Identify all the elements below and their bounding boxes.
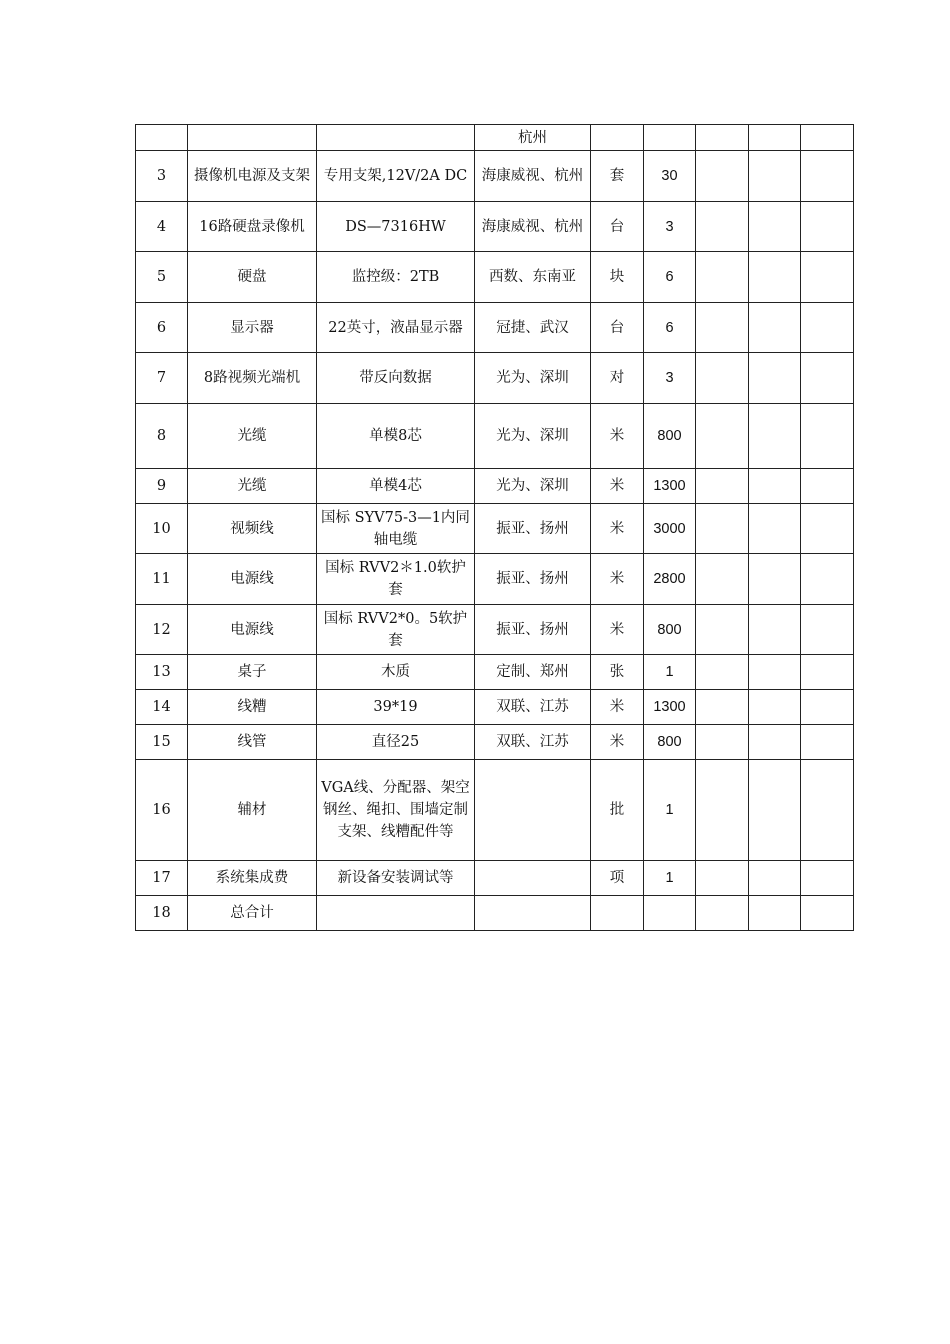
item-name-cell: 光缆 — [188, 469, 317, 504]
item-spec-cell — [317, 896, 475, 931]
empty-cell — [696, 760, 749, 861]
row-number-cell: 6 — [136, 303, 188, 353]
item-spec-cell: 22英寸，液晶显示器 — [317, 303, 475, 353]
item-quantity-cell: 1 — [644, 760, 696, 861]
item-quantity-cell: 3 — [644, 353, 696, 404]
table-row — [136, 690, 854, 725]
item-brand-cell: 振亚、扬州 — [475, 605, 591, 655]
item-spec-cell: 单模4芯 — [317, 469, 475, 504]
empty-cell — [801, 303, 854, 353]
item-spec-cell: VGA线、分配器、架空钢丝、绳扣、围墙定制支架、线糟配件等 — [317, 760, 475, 861]
empty-cell — [696, 861, 749, 896]
table-row — [136, 554, 854, 605]
row-number-cell: 11 — [136, 554, 188, 605]
empty-cell — [749, 690, 801, 725]
empty-cell — [749, 252, 801, 303]
item-brand-cell: 海康威视、杭州 — [475, 202, 591, 252]
row-number-cell: 17 — [136, 861, 188, 896]
table-row — [136, 861, 854, 896]
empty-cell — [696, 725, 749, 760]
item-quantity-cell: 1 — [644, 655, 696, 690]
item-unit-cell — [591, 125, 644, 151]
table-row — [136, 760, 854, 861]
item-quantity-cell: 3000 — [644, 504, 696, 554]
item-quantity-cell: 1 — [644, 861, 696, 896]
table-row — [136, 252, 854, 303]
empty-cell — [801, 861, 854, 896]
empty-cell — [749, 896, 801, 931]
empty-cell — [749, 760, 801, 861]
item-brand-cell: 杭州 — [475, 125, 591, 151]
item-unit-cell: 米 — [591, 725, 644, 760]
empty-cell — [749, 353, 801, 404]
item-brand-cell: 光为、深圳 — [475, 353, 591, 404]
item-quantity-cell: 800 — [644, 605, 696, 655]
empty-cell — [801, 605, 854, 655]
row-number-cell: 10 — [136, 504, 188, 554]
empty-cell — [749, 125, 801, 151]
item-name-cell — [188, 125, 317, 151]
item-brand-cell: 双联、江苏 — [475, 690, 591, 725]
empty-cell — [801, 896, 854, 931]
empty-cell — [801, 353, 854, 404]
row-number-cell: 9 — [136, 469, 188, 504]
item-unit-cell: 批 — [591, 760, 644, 861]
item-unit-cell: 米 — [591, 690, 644, 725]
item-unit-cell: 米 — [591, 504, 644, 554]
item-quantity-cell: 3 — [644, 202, 696, 252]
item-brand-cell: 海康威视、杭州 — [475, 151, 591, 202]
item-name-cell: 电源线 — [188, 554, 317, 605]
table-row — [136, 655, 854, 690]
table-body — [136, 125, 854, 931]
item-unit-cell: 米 — [591, 554, 644, 605]
item-spec-cell: 单模8芯 — [317, 404, 475, 469]
row-number-cell: 13 — [136, 655, 188, 690]
item-unit-cell: 对 — [591, 353, 644, 404]
item-name-cell: 光缆 — [188, 404, 317, 469]
row-number-cell: 7 — [136, 353, 188, 404]
table-row — [136, 725, 854, 760]
item-spec-cell: 国标 RVV2*0。5软护套 — [317, 605, 475, 655]
item-quantity-cell: 1300 — [644, 469, 696, 504]
item-unit-cell: 项 — [591, 861, 644, 896]
item-unit-cell: 台 — [591, 202, 644, 252]
empty-cell — [801, 725, 854, 760]
empty-cell — [696, 404, 749, 469]
item-quantity-cell: 2800 — [644, 554, 696, 605]
row-number-cell: 15 — [136, 725, 188, 760]
empty-cell — [696, 151, 749, 202]
item-spec-cell — [317, 125, 475, 151]
item-name-cell: 线管 — [188, 725, 317, 760]
equipment-table — [135, 124, 854, 931]
empty-cell — [801, 469, 854, 504]
item-name-cell: 显示器 — [188, 303, 317, 353]
row-number-cell: 3 — [136, 151, 188, 202]
empty-cell — [696, 125, 749, 151]
row-number-cell — [136, 125, 188, 151]
item-quantity-cell: 30 — [644, 151, 696, 202]
empty-cell — [749, 469, 801, 504]
item-brand-cell: 西数、东南亚 — [475, 252, 591, 303]
empty-cell — [801, 554, 854, 605]
item-spec-cell: 国标 RVV2＊1.0软护套 — [317, 554, 475, 605]
empty-cell — [749, 861, 801, 896]
item-quantity-cell: 1300 — [644, 690, 696, 725]
empty-cell — [696, 469, 749, 504]
item-spec-cell: 带反向数据 — [317, 353, 475, 404]
empty-cell — [696, 353, 749, 404]
empty-cell — [696, 690, 749, 725]
item-spec-cell: 木质 — [317, 655, 475, 690]
empty-cell — [696, 655, 749, 690]
item-unit-cell: 米 — [591, 605, 644, 655]
empty-cell — [749, 151, 801, 202]
empty-cell — [696, 554, 749, 605]
item-unit-cell: 块 — [591, 252, 644, 303]
item-name-cell: 线糟 — [188, 690, 317, 725]
item-quantity-cell: 6 — [644, 303, 696, 353]
item-brand-cell — [475, 861, 591, 896]
item-brand-cell — [475, 760, 591, 861]
empty-cell — [749, 303, 801, 353]
item-spec-cell: DS—7316HW — [317, 202, 475, 252]
item-spec-cell: 监控级：2TB — [317, 252, 475, 303]
table-row — [136, 125, 854, 151]
item-name-cell: 8路视频光端机 — [188, 353, 317, 404]
item-unit-cell: 台 — [591, 303, 644, 353]
empty-cell — [801, 151, 854, 202]
empty-cell — [749, 725, 801, 760]
item-brand-cell — [475, 896, 591, 931]
row-number-cell: 16 — [136, 760, 188, 861]
table-row — [136, 605, 854, 655]
item-name-cell: 电源线 — [188, 605, 317, 655]
empty-cell — [696, 303, 749, 353]
row-number-cell: 12 — [136, 605, 188, 655]
empty-cell — [696, 504, 749, 554]
empty-cell — [749, 202, 801, 252]
item-quantity-cell: 6 — [644, 252, 696, 303]
empty-cell — [749, 504, 801, 554]
item-spec-cell: 国标 SYV75-3—1内同轴电缆 — [317, 504, 475, 554]
item-unit-cell: 米 — [591, 469, 644, 504]
item-brand-cell: 振亚、扬州 — [475, 504, 591, 554]
empty-cell — [801, 252, 854, 303]
item-quantity-cell — [644, 125, 696, 151]
item-name-cell: 桌子 — [188, 655, 317, 690]
empty-cell — [696, 896, 749, 931]
empty-cell — [696, 252, 749, 303]
row-number-cell: 8 — [136, 404, 188, 469]
item-spec-cell: 新设备安装调试等 — [317, 861, 475, 896]
item-spec-cell: 39*19 — [317, 690, 475, 725]
empty-cell — [696, 605, 749, 655]
empty-cell — [801, 655, 854, 690]
empty-cell — [801, 404, 854, 469]
empty-cell — [749, 605, 801, 655]
table-row — [136, 896, 854, 931]
item-quantity-cell: 800 — [644, 404, 696, 469]
empty-cell — [801, 690, 854, 725]
table-row — [136, 202, 854, 252]
table-row — [136, 353, 854, 404]
table-row — [136, 504, 854, 554]
empty-cell — [801, 760, 854, 861]
item-name-cell: 摄像机电源及支架 — [188, 151, 317, 202]
table-row — [136, 303, 854, 353]
empty-cell — [696, 202, 749, 252]
table-row — [136, 404, 854, 469]
row-number-cell: 5 — [136, 252, 188, 303]
item-name-cell: 辅材 — [188, 760, 317, 861]
empty-cell — [749, 655, 801, 690]
item-brand-cell: 光为、深圳 — [475, 469, 591, 504]
item-name-cell: 硬盘 — [188, 252, 317, 303]
row-number-cell: 18 — [136, 896, 188, 931]
empty-cell — [749, 404, 801, 469]
item-name-cell: 系统集成费 — [188, 861, 317, 896]
item-spec-cell: 专用支架,12V/2A DC — [317, 151, 475, 202]
item-unit-cell: 米 — [591, 404, 644, 469]
item-brand-cell: 双联、江苏 — [475, 725, 591, 760]
empty-cell — [749, 554, 801, 605]
item-brand-cell: 冠捷、武汉 — [475, 303, 591, 353]
item-brand-cell: 光为、深圳 — [475, 404, 591, 469]
item-unit-cell: 套 — [591, 151, 644, 202]
item-quantity-cell — [644, 896, 696, 931]
empty-cell — [801, 125, 854, 151]
empty-cell — [801, 202, 854, 252]
table-row — [136, 469, 854, 504]
table-row — [136, 151, 854, 202]
item-name-cell: 视频线 — [188, 504, 317, 554]
item-name-cell: 16路硬盘录像机 — [188, 202, 317, 252]
item-brand-cell: 振亚、扬州 — [475, 554, 591, 605]
item-unit-cell: 张 — [591, 655, 644, 690]
item-brand-cell: 定制、郑州 — [475, 655, 591, 690]
item-unit-cell — [591, 896, 644, 931]
item-spec-cell: 直径25 — [317, 725, 475, 760]
item-name-cell: 总合计 — [188, 896, 317, 931]
empty-cell — [801, 504, 854, 554]
item-quantity-cell: 800 — [644, 725, 696, 760]
row-number-cell: 4 — [136, 202, 188, 252]
row-number-cell: 14 — [136, 690, 188, 725]
